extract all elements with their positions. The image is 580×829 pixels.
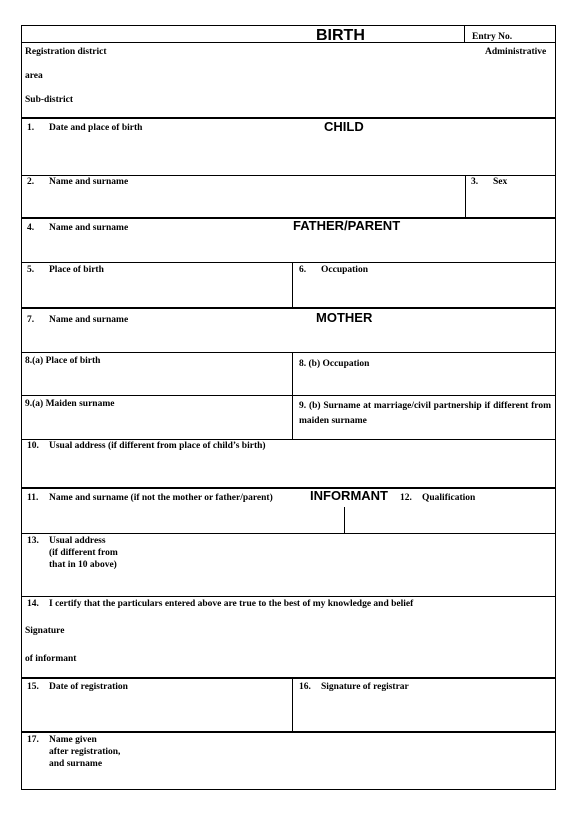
field-maiden-surname: 9.(a) Maiden surname — [25, 399, 115, 409]
field-usual-address: 10. Usual address (if different from place of child’s birth) — [27, 441, 266, 451]
field-mother-occupation: 8. (b) Occupation — [299, 359, 370, 369]
field-mother-place-of-birth: 8.(a) Place of birth — [25, 356, 101, 366]
divider — [22, 307, 555, 309]
divider — [292, 677, 293, 731]
field-child-name: 2. Name and surname — [27, 177, 129, 187]
area-label: area — [25, 71, 43, 81]
field-surname-at-marriage: 9. (b) Surname at marriage/civil partnership if different from maiden surname — [299, 401, 551, 426]
divider — [292, 262, 293, 307]
divider — [22, 117, 555, 119]
divider — [344, 507, 345, 533]
divider — [22, 487, 555, 489]
field-informant-name: 11. Name and surname (if not the mother or father/parent) — [27, 493, 273, 503]
divider — [292, 352, 293, 440]
divider — [465, 175, 466, 217]
field-informant-address: 13. Usual address (if different from that in 10 above) — [27, 536, 118, 570]
divider — [22, 42, 555, 43]
field-father-name: 4. Name and surname — [27, 223, 129, 233]
administrative-label: Administrative — [485, 47, 547, 57]
divider — [22, 352, 555, 353]
field-father-occupation: 6. Occupation — [299, 265, 368, 275]
field-qualification: 12. Qualification — [400, 493, 476, 503]
field-mother-name: 7. Name and surname — [27, 315, 129, 325]
divider — [22, 596, 555, 597]
field-father-place-of-birth: 5. Place of birth — [27, 265, 104, 275]
divider — [22, 217, 555, 219]
registration-district-label: Registration district — [25, 47, 107, 57]
field-certification: 14. I certify that the particulars entered above are true to the best of my knowledge and belief — [27, 599, 414, 609]
section-mother-heading: MOTHER — [316, 310, 373, 325]
of-informant-label: of informant — [25, 654, 77, 664]
divider — [22, 677, 555, 679]
divider — [22, 395, 555, 396]
birth-registration-form — [21, 25, 556, 790]
divider — [464, 26, 465, 42]
field-date-place-of-birth: 1. Date and place of birth — [27, 123, 143, 133]
divider — [22, 262, 555, 263]
field-name-after-registration: 17. Name given after registration, and surname — [27, 735, 121, 769]
divider — [22, 533, 555, 534]
section-child-heading: CHILD — [324, 119, 364, 134]
section-informant-heading: INFORMANT — [310, 488, 388, 503]
divider — [22, 731, 555, 733]
section-father-heading: FATHER/PARENT — [293, 218, 401, 233]
field-sex: 3. Sex — [471, 177, 508, 187]
sub-district-label: Sub-district — [25, 95, 74, 105]
form-title: BIRTH — [316, 27, 365, 44]
signature-label: Signature — [25, 626, 65, 636]
field-date-of-registration: 15. Date of registration — [27, 682, 128, 692]
field-signature-of-registrar: 16. Signature of registrar — [299, 682, 409, 692]
entry-no-label: Entry No. — [472, 32, 513, 42]
